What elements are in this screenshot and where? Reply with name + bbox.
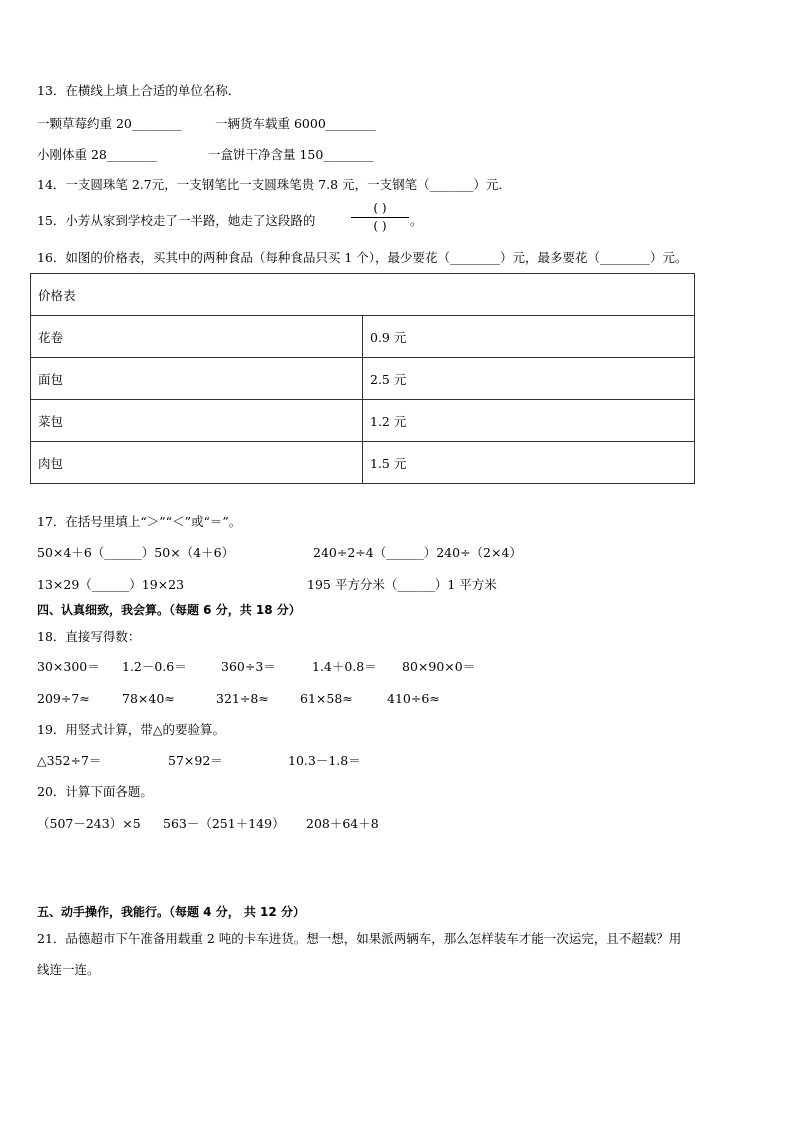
q18-calc: 321÷8≈ [216, 691, 269, 706]
q18-calc: 360÷3＝ [221, 659, 276, 674]
table-row [31, 442, 695, 484]
table-cell-price: 2.5 元 [363, 358, 695, 400]
q17-item-c: 13×29（______）19×23 [37, 577, 185, 592]
table-cell-price: 0.9 元 [363, 316, 695, 358]
table-cell-price: 1.2 元 [363, 400, 695, 442]
table-cell-item: 花卷 [31, 316, 363, 358]
q15-end: 。 [410, 213, 423, 228]
q16-text: 16．如图的价格表，买其中的两种食品（每种食品只买 1 个），最少要花（________）元，最多要花（________）元。 [37, 250, 688, 265]
q13-item-strawberry: 一颗草莓约重 20________ [37, 116, 182, 131]
q18-calc: 1.4＋0.8＝ [312, 659, 377, 674]
q13-item-weight: 小刚体重 28________ [37, 147, 157, 162]
q19-calc: 10.3－1.8＝ [288, 753, 361, 768]
q17-item-a: 50×4＋6（______）50×（4＋6） [37, 545, 235, 560]
fraction-bar [351, 217, 409, 218]
q14-text: 14．一支圆珠笔 2.7元，一支钢笔比一支圆珠笔贵 7.8 元，一支钢笔（_______）元． [37, 177, 511, 192]
table-cell-item: 肉包 [31, 442, 363, 484]
q18-calc: 1.2－0.6＝ [122, 659, 187, 674]
q19-title: 19．用竖式计算，带△的要验算。 [37, 722, 226, 737]
q18-calc: 78×40≈ [122, 691, 175, 706]
price-table [30, 273, 695, 484]
price-table-header: 价格表 [31, 274, 695, 316]
q13-title: 13．在横线上填上合适的单位名称． [37, 83, 241, 98]
q19-calc: △352÷7＝ [37, 753, 102, 768]
price-table-header-row [31, 274, 695, 316]
q15-denominator: ( ) [373, 219, 387, 233]
q20-calc: 208＋64＋8 [306, 816, 379, 831]
q20-title: 20．计算下面各题。 [37, 784, 153, 799]
table-cell-price: 1.5 元 [363, 442, 695, 484]
q17-item-d: 195 平方分米（______）1 平方米 [307, 577, 497, 592]
q19-calc: 57×92＝ [168, 753, 223, 768]
table-row [31, 358, 695, 400]
q15-text: 15．小芳从家到学校走了一半路，她走了这段路的 [37, 213, 316, 228]
q18-calc: 61×58≈ [300, 691, 353, 706]
table-row [31, 316, 695, 358]
table-row [31, 400, 695, 442]
section-5-heading: 五、动手操作，我能行。（每题 4 分， 共 12 分） [37, 905, 305, 919]
q18-calc: 410÷6≈ [387, 691, 440, 706]
q13-item-truck: 一辆货车载重 6000________ [215, 116, 376, 131]
q15-numerator: ( ) [373, 201, 387, 215]
q17-title: 17．在括号里填上“＞”“＜”或“＝”。 [37, 514, 242, 529]
q18-calc: 209÷7≈ [37, 691, 90, 706]
section-4-heading: 四、认真细致，我会算。（每题 6 分，共 18 分） [37, 603, 301, 617]
q21-line-1: 21．品德超市下午准备用载重 2 吨的卡车进货。想一想，如果派两辆车，那么怎样装车才能一次运完，且不超载？用 [37, 931, 682, 946]
table-cell-item: 面包 [31, 358, 363, 400]
q18-calc: 80×90×0＝ [402, 659, 476, 674]
q18-title: 18．直接写得数： [37, 629, 141, 644]
q18-calc: 30×300＝ [37, 659, 100, 674]
q17-item-b: 240÷2÷4（______）240÷（2×4） [313, 545, 522, 560]
q21-line-2: 线连一连。 [37, 962, 100, 977]
q20-calc: （507－243）×5 [37, 816, 141, 831]
q15-fraction-blank [351, 202, 409, 233]
q20-calc: 563－（251＋149） [163, 816, 285, 831]
table-cell-item: 菜包 [31, 400, 363, 442]
q13-item-cookies: 一盒饼干净含量 150________ [208, 147, 374, 162]
